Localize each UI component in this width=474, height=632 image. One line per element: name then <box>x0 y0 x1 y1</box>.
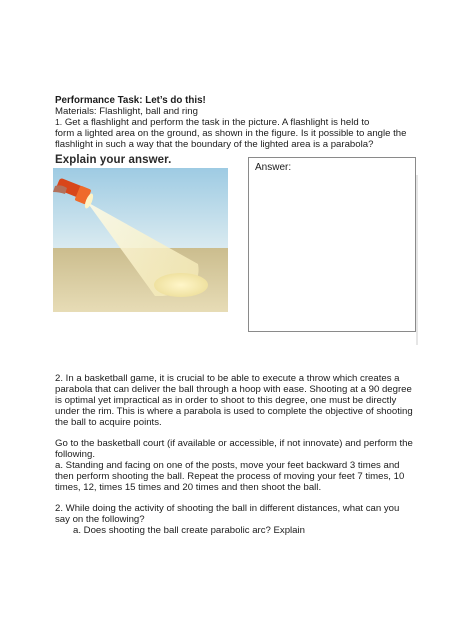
section2-intro-2: parabola that can deliver the ball through a hoop with ease. Shooting at a 90 degree <box>55 384 412 395</box>
explain-heading: Explain your answer. <box>55 154 172 166</box>
goto-line-1: Go to the basketball court (if available or accessible, if not innovate) and perform the <box>55 438 413 449</box>
performance-task-title: Performance Task: Let’s do this! <box>55 95 206 106</box>
step-a-line-1: a. Standing and facing on one of the posts, move your feet backward 3 times and <box>55 460 400 471</box>
section2-intro-4: under the rim. This is where a parabola is used to complete the objective of shooting <box>55 406 413 417</box>
lighted-area <box>154 273 208 297</box>
item1-text-1: Get a flashlight and perform the task in the picture. A flashlight is held to <box>64 117 370 128</box>
section2-intro-1: 2. In a basketball game, it is crucial to be able to execute a throw which creates a <box>55 373 400 384</box>
question2-line-2: say on the following? <box>55 514 145 525</box>
item1-line-2: form a lighted area on the ground, as shown in the figure. Is it possible to angle the <box>55 128 407 139</box>
answer-box[interactable] <box>248 157 416 332</box>
step-a-line-3: times, 12, times 15 times and 20 times and then shoot the ball. <box>55 482 322 493</box>
step-a-line-2: then perform shooting the ball. Repeat the process of moving your feet 7 times, 10 <box>55 471 405 482</box>
section2-intro-3: is optimal yet impractical as in order to shoot to this degree, one must be directly <box>55 395 397 406</box>
item1-number: 1. <box>55 117 63 127</box>
question2-line-1: 2. While doing the activity of shooting the ball in different distances, what can you <box>55 503 400 514</box>
goto-line-2: following. <box>55 449 95 460</box>
section2-intro-5: the ball to acquire points. <box>55 417 162 428</box>
question2-a: a. Does shooting the ball create parabolic arc? Explain <box>73 525 305 536</box>
materials-line: Materials: Flashlight, ball and ring <box>55 106 198 117</box>
item1-line-3: flashlight in such a way that the boundary of the lighted area is a parabola? <box>55 139 374 150</box>
answer-label: Answer: <box>255 162 292 173</box>
item1-line-1 <box>55 117 369 129</box>
page-edge-mark <box>416 175 418 345</box>
flashlight-illustration <box>53 168 228 312</box>
